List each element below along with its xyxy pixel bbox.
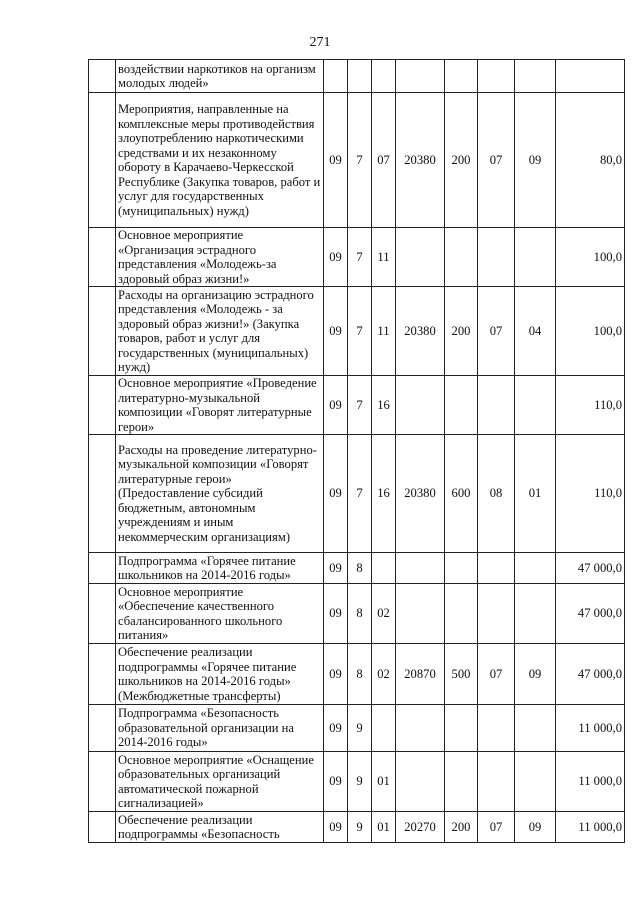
row-name: Подпрограмма «Горячее питание школьников на 2014-2016 годы»	[116, 553, 324, 584]
amount-cell: 47 000,0	[556, 644, 625, 705]
code-cell: 07	[478, 287, 515, 376]
blank-cell	[89, 93, 116, 228]
table-row	[89, 287, 625, 376]
code-cell	[445, 60, 478, 93]
row-name: Основное мероприятие «Обеспечение качественного сбалансированного школьного питания»	[116, 584, 324, 644]
code-cell	[515, 376, 556, 435]
code-cell: 500	[445, 644, 478, 705]
code-cell	[348, 60, 372, 93]
code-cell	[478, 60, 515, 93]
code-cell	[515, 60, 556, 93]
code-cell: 20380	[396, 93, 445, 228]
code-cell	[396, 752, 445, 812]
code-cell: 09	[324, 287, 348, 376]
row-name: воздействии наркотиков на организм молодых людей»	[116, 60, 324, 93]
code-cell: 09	[324, 752, 348, 812]
code-cell: 7	[348, 435, 372, 553]
blank-cell	[89, 812, 116, 843]
code-cell	[445, 553, 478, 584]
blank-cell	[89, 553, 116, 584]
budget-table	[88, 59, 625, 843]
code-cell: 9	[348, 752, 372, 812]
code-cell	[396, 228, 445, 287]
code-cell: 07	[478, 812, 515, 843]
table-row	[89, 228, 625, 287]
blank-cell	[89, 584, 116, 644]
blank-cell	[89, 644, 116, 705]
table-row	[89, 553, 625, 584]
code-cell: 09	[324, 93, 348, 228]
table-row	[89, 60, 625, 93]
code-cell: 16	[372, 435, 396, 553]
table-row	[89, 644, 625, 705]
code-cell: 8	[348, 644, 372, 705]
code-cell: 20380	[396, 287, 445, 376]
code-cell	[372, 705, 396, 752]
code-cell: 20270	[396, 812, 445, 843]
table-row	[89, 812, 625, 843]
code-cell: 09	[324, 435, 348, 553]
code-cell	[445, 228, 478, 287]
code-cell: 7	[348, 228, 372, 287]
code-cell	[396, 60, 445, 93]
code-cell: 09	[324, 705, 348, 752]
code-cell: 07	[478, 644, 515, 705]
blank-cell	[89, 435, 116, 553]
code-cell: 09	[324, 376, 348, 435]
blank-cell	[89, 60, 116, 93]
code-cell: 200	[445, 812, 478, 843]
code-cell	[396, 584, 445, 644]
code-cell: 02	[372, 584, 396, 644]
code-cell: 16	[372, 376, 396, 435]
code-cell	[515, 228, 556, 287]
code-cell: 08	[478, 435, 515, 553]
row-name: Обеспечение реализации подпрограммы «Безопасность	[116, 812, 324, 843]
code-cell: 09	[515, 812, 556, 843]
code-cell	[445, 705, 478, 752]
code-cell: 20870	[396, 644, 445, 705]
code-cell: 8	[348, 553, 372, 584]
code-cell: 11	[372, 228, 396, 287]
code-cell	[478, 376, 515, 435]
row-name: Расходы на организацию эстрадного представления «Молодежь - за здоровый образ жизни!» (Закупка товаров, работ и услуг для государственных (муниципальных) нужд)	[116, 287, 324, 376]
amount-cell: 100,0	[556, 228, 625, 287]
code-cell	[445, 752, 478, 812]
code-cell	[396, 376, 445, 435]
blank-cell	[89, 228, 116, 287]
amount-cell: 11 000,0	[556, 812, 625, 843]
code-cell: 20380	[396, 435, 445, 553]
blank-cell	[89, 705, 116, 752]
code-cell: 09	[324, 228, 348, 287]
code-cell	[515, 553, 556, 584]
code-cell	[372, 60, 396, 93]
code-cell: 09	[515, 644, 556, 705]
table-row	[89, 93, 625, 228]
code-cell: 7	[348, 93, 372, 228]
row-name: Мероприятия, направленные на комплексные меры противодействия злоупотреблению наркотическими средствами и их незаконному обороту в Карачаево-Черкесской Республике (Закупка товаров, работ и услуг для государственных (муниципальных) нужд)	[116, 93, 324, 228]
amount-cell: 110,0	[556, 435, 625, 553]
row-name: Основное мероприятие «Проведение литературно-музыкальной композиции «Говорят литературные герои»	[116, 376, 324, 435]
code-cell: 200	[445, 93, 478, 228]
blank-cell	[89, 376, 116, 435]
blank-cell	[89, 287, 116, 376]
code-cell: 07	[478, 93, 515, 228]
code-cell: 7	[348, 287, 372, 376]
row-name: Расходы на проведение литературно-музыкальной композиции «Говорят литературные герои» (Предоставление субсидий бюджетным, автономным учреждениям и иным некоммерческим организациям)	[116, 435, 324, 553]
code-cell	[445, 376, 478, 435]
row-name: Основное мероприятие «Оснащение образовательных организаций автоматической пожарной сигнализацией»	[116, 752, 324, 812]
row-name: Подпрограмма «Безопасность образовательной организации на 2014-2016 годы»	[116, 705, 324, 752]
code-cell	[445, 584, 478, 644]
table-row	[89, 752, 625, 812]
row-name: Обеспечение реализации подпрограммы «Горячее питание школьников на 2014-2016 годы» (Межбюджетные трансферты)	[116, 644, 324, 705]
code-cell: 9	[348, 705, 372, 752]
code-cell	[324, 60, 348, 93]
code-cell: 11	[372, 287, 396, 376]
code-cell: 600	[445, 435, 478, 553]
code-cell	[478, 584, 515, 644]
amount-cell	[556, 60, 625, 93]
code-cell: 200	[445, 287, 478, 376]
code-cell: 09	[324, 553, 348, 584]
code-cell	[372, 553, 396, 584]
code-cell: 7	[348, 376, 372, 435]
code-cell	[478, 553, 515, 584]
amount-cell: 11 000,0	[556, 752, 625, 812]
code-cell: 01	[372, 752, 396, 812]
code-cell	[515, 584, 556, 644]
code-cell: 02	[372, 644, 396, 705]
code-cell: 8	[348, 584, 372, 644]
code-cell: 09	[515, 93, 556, 228]
code-cell: 09	[324, 644, 348, 705]
table-row	[89, 705, 625, 752]
amount-cell: 11 000,0	[556, 705, 625, 752]
amount-cell: 47 000,0	[556, 584, 625, 644]
code-cell: 09	[324, 584, 348, 644]
code-cell: 01	[372, 812, 396, 843]
code-cell	[478, 228, 515, 287]
amount-cell: 47 000,0	[556, 553, 625, 584]
code-cell	[396, 553, 445, 584]
amount-cell: 80,0	[556, 93, 625, 228]
code-cell	[515, 705, 556, 752]
table-row	[89, 376, 625, 435]
table-row	[89, 584, 625, 644]
table-row	[89, 435, 625, 553]
row-name: Основное мероприятие «Организация эстрадного представления «Молодежь-за здоровый образ жизни!»	[116, 228, 324, 287]
code-cell: 04	[515, 287, 556, 376]
code-cell: 07	[372, 93, 396, 228]
code-cell: 09	[324, 812, 348, 843]
blank-cell	[89, 752, 116, 812]
code-cell	[478, 705, 515, 752]
code-cell	[478, 752, 515, 812]
code-cell	[396, 705, 445, 752]
code-cell	[515, 752, 556, 812]
amount-cell: 100,0	[556, 287, 625, 376]
code-cell: 9	[348, 812, 372, 843]
code-cell: 01	[515, 435, 556, 553]
amount-cell: 110,0	[556, 376, 625, 435]
page-number: 271	[309, 35, 331, 50]
